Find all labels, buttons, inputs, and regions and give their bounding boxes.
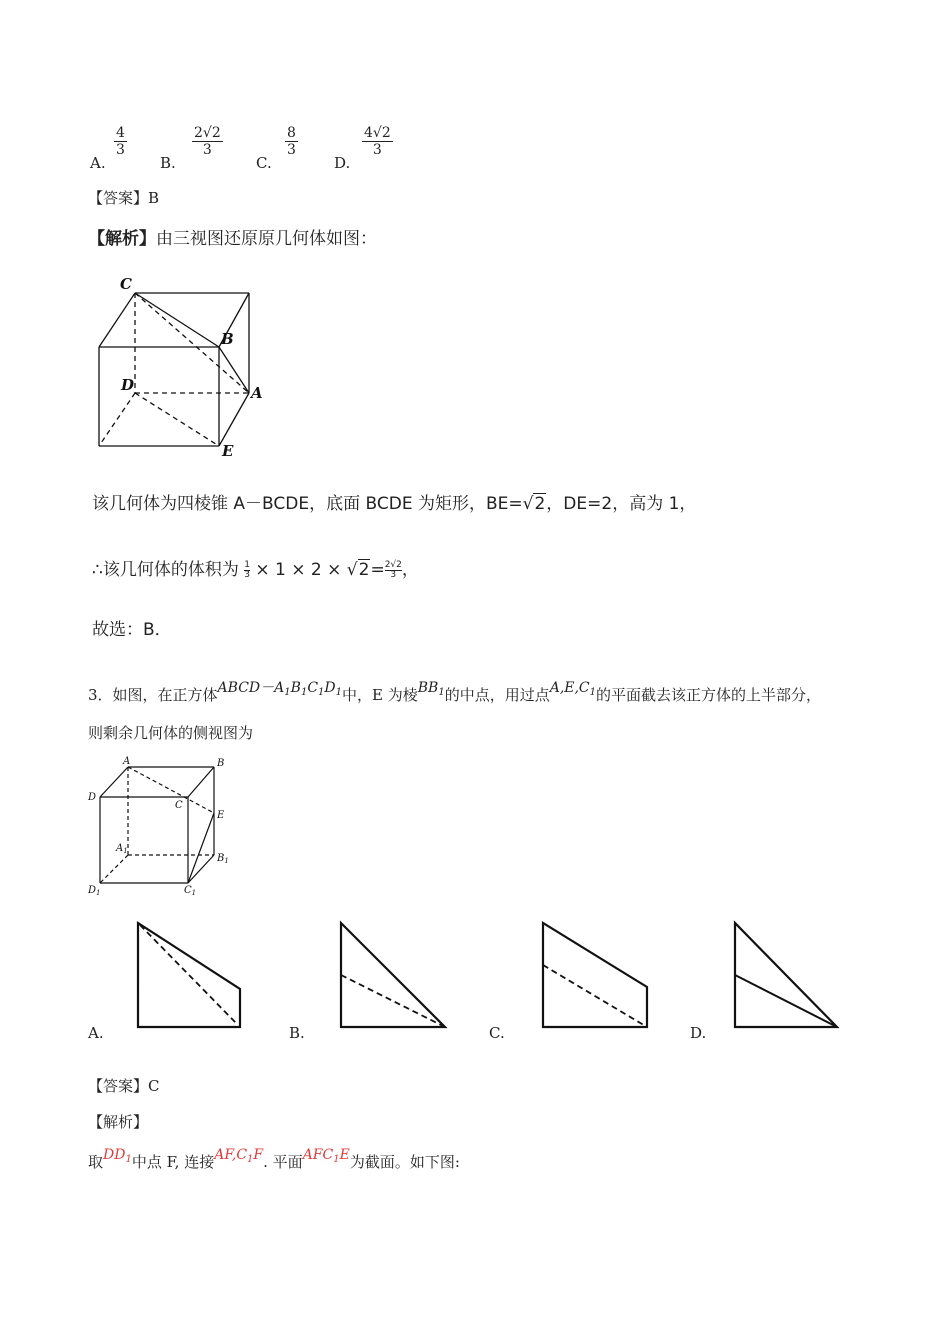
q2-option-d-num: 4√2 xyxy=(364,125,391,141)
q3-option-b-label: B. xyxy=(289,1024,305,1042)
q3-option-d-label: D. xyxy=(690,1024,707,1042)
q3-cube-name-a: ABCD－A xyxy=(217,680,285,696)
q3-sol-dd1 xyxy=(103,1147,132,1163)
q3-sol-a: 取 xyxy=(88,1153,104,1171)
q3-sol-plane-name: AFC xyxy=(302,1147,334,1163)
q3-stem-line1 xyxy=(88,680,822,711)
q3-sol-plane-end: E xyxy=(339,1147,350,1163)
q2-line2-text-a: ∴该几何体的体积为 xyxy=(92,560,239,580)
q2-option-c-value xyxy=(285,125,298,158)
label-b1-sub: 1 xyxy=(224,857,229,865)
q3-cube-name xyxy=(218,680,342,696)
label-b1-letter: B xyxy=(217,853,225,864)
label-d1-letter: D xyxy=(88,885,97,896)
hidden-edge xyxy=(100,855,128,883)
q2-line2-sqrt: 2 xyxy=(358,560,370,580)
label-b: B xyxy=(221,330,234,348)
q3-cube-sub4: 1 xyxy=(335,687,343,698)
q3-points-name: A,E,C xyxy=(549,680,590,696)
q3-answer: 【答案】C xyxy=(88,1077,160,1095)
q3-sol-c: . 平面 xyxy=(263,1153,303,1171)
q2-line2-frac-den: 3 xyxy=(244,569,250,580)
q3-sol-d: 为截面。如下图: xyxy=(349,1153,460,1171)
option-c-dashed-line xyxy=(543,965,647,1027)
q2-line1-text-b: ，DE=2，高为 1， xyxy=(546,494,697,514)
q3-sol-af-end: F xyxy=(253,1147,264,1163)
q3-option-d-figure xyxy=(729,917,845,1033)
q3-stem-end: 的平面截去该正方体的上半部分， xyxy=(596,686,822,704)
q3-option-a-figure xyxy=(132,917,248,1033)
q3-option-b-figure xyxy=(335,917,451,1033)
label-c1-sub: 1 xyxy=(191,889,197,897)
q3-cube-d: D xyxy=(324,680,336,696)
option-a-dashed-line xyxy=(140,925,238,1025)
q2-line2-frac-num: 1 xyxy=(244,559,250,570)
hidden-edge xyxy=(99,393,135,446)
q2-line2-text-b: × 1 × 2 × xyxy=(249,560,347,580)
q3-stem-mid: 中，E 为棱 xyxy=(342,686,418,704)
q3-option-a-label: A. xyxy=(88,1024,104,1042)
label-c: C xyxy=(120,275,132,293)
label-b1 xyxy=(216,853,229,865)
section-edge-ae xyxy=(128,767,214,813)
q3-stem-mid2: 的中点，用过点 xyxy=(444,686,550,704)
q2-option-b-label: B. xyxy=(160,154,176,172)
option-b-outline xyxy=(341,923,445,1027)
q2-option-c-den: 3 xyxy=(287,142,296,158)
label-d1-sub: 1 xyxy=(96,889,101,897)
figure-cube-abcd xyxy=(86,755,236,897)
q2-option-a-den: 3 xyxy=(116,142,125,158)
q2-line2-end: ， xyxy=(401,560,419,580)
label-c1 xyxy=(184,885,196,897)
pyramid-edge-cb xyxy=(135,293,219,347)
q2-option-c-num: 8 xyxy=(287,125,296,141)
label-c1-letter: C xyxy=(184,885,192,896)
label-e: E xyxy=(217,810,225,821)
q3-sol-dd-sub: 1 xyxy=(125,1154,132,1165)
cube-edge xyxy=(188,767,214,797)
cube-edge xyxy=(188,855,214,883)
option-d-solid-line xyxy=(735,975,837,1027)
option-c-outline xyxy=(543,923,647,1027)
q2-option-a-num: 4 xyxy=(116,125,125,141)
label-a: A xyxy=(251,384,263,402)
q3-cube-c: C xyxy=(307,680,319,696)
q2-option-b-value xyxy=(192,125,223,158)
q3-stem-a: 3．如图，在正方体 xyxy=(88,686,218,704)
q2-option-a-value xyxy=(114,125,127,158)
cube-edge xyxy=(99,293,135,347)
q2-option-b-num: 2√2 xyxy=(194,125,221,141)
q3-option-c-figure xyxy=(537,917,653,1033)
label-a1 xyxy=(115,843,128,855)
q3-solution-line xyxy=(88,1147,460,1178)
label-d1 xyxy=(87,885,101,897)
q2-option-b-den: 3 xyxy=(202,142,212,158)
option-b-dashed-line xyxy=(341,975,445,1027)
figure-cube-pyramid xyxy=(90,268,270,460)
q2-line2-eq: = xyxy=(370,560,385,580)
q3-edge xyxy=(418,680,445,696)
q2-answer: 【答案】B xyxy=(88,189,160,207)
label-c: C xyxy=(175,800,183,811)
q3-stem-line2: 则剩余几何体的侧视图为 xyxy=(88,724,254,742)
q3-sol-b: 中点 F, 连接 xyxy=(131,1153,215,1171)
label-a1-letter: A xyxy=(116,843,124,854)
label-d: D xyxy=(121,376,135,394)
q2-solution-line1: 该几何体为四棱锥 A－BCDE，底面 BCDE 为矩形，BE=√2，DE=2，高为 1， xyxy=(92,494,697,514)
q3-sol-af xyxy=(214,1147,263,1163)
q3-points-sub: 1 xyxy=(589,687,597,698)
q3-option-c-label: C. xyxy=(489,1024,505,1042)
label-b: B xyxy=(217,758,225,769)
q2-analysis xyxy=(88,229,377,249)
q3-sol-plane xyxy=(303,1147,350,1163)
q3-analysis-label: 【解析】 xyxy=(88,1113,149,1131)
q2-line1-text-a: 该几何体为四棱锥 A－BCDE，底面 BCDE 为矩形，BE= xyxy=(92,494,523,514)
q2-option-d-den: 3 xyxy=(372,142,382,158)
q3-sol-dd: DD xyxy=(103,1147,126,1163)
label-e: E xyxy=(222,442,234,460)
q3-edge-sub: 1 xyxy=(438,687,445,698)
cube-edge xyxy=(219,393,249,446)
cube-edge xyxy=(100,767,128,797)
q2-option-a-label: A. xyxy=(90,154,106,172)
q3-edge-name: BB xyxy=(417,680,439,696)
q3-sol-af-sub: 1 xyxy=(247,1154,254,1165)
q3-points xyxy=(550,680,596,696)
q2-option-c-label: C. xyxy=(256,154,272,172)
option-d-outline xyxy=(735,923,837,1027)
q2-line2-res-num: 2√2 xyxy=(384,559,402,570)
q2-line1-sqrt: 2 xyxy=(534,494,546,514)
q2-conclusion: 故选：B． xyxy=(92,620,172,640)
q3-cube-sub2: 1 xyxy=(300,687,308,698)
label-a1-sub: 1 xyxy=(123,847,128,855)
q2-line2-result xyxy=(385,561,402,580)
q2-analysis-text: 由三视图还原原几何体如图： xyxy=(156,229,377,249)
q2-option-d-label: D. xyxy=(334,154,351,172)
q3-cube-sub3: 1 xyxy=(318,687,325,698)
q3-sol-af-name: AF,C xyxy=(214,1147,248,1163)
q2-line2-res-den: 3 xyxy=(390,569,397,580)
label-a: A xyxy=(123,756,131,767)
q2-solution-line2: ∴该几何体的体积为 $\frac{1}{3}$ × 1 × 2 × √2= $\frac{2√2}{3}$ ， xyxy=(92,559,419,580)
q2-analysis-label: 【解析】 xyxy=(88,229,156,249)
label-d: D xyxy=(88,792,97,803)
q3-cube-b: B xyxy=(290,680,301,696)
section-edge-c1e xyxy=(188,813,214,883)
q2-option-d-value xyxy=(362,125,393,158)
q3-cube-sub1: 1 xyxy=(284,687,291,698)
q3-sol-plane-sub: 1 xyxy=(333,1154,340,1165)
hidden-edge-de xyxy=(135,393,219,446)
